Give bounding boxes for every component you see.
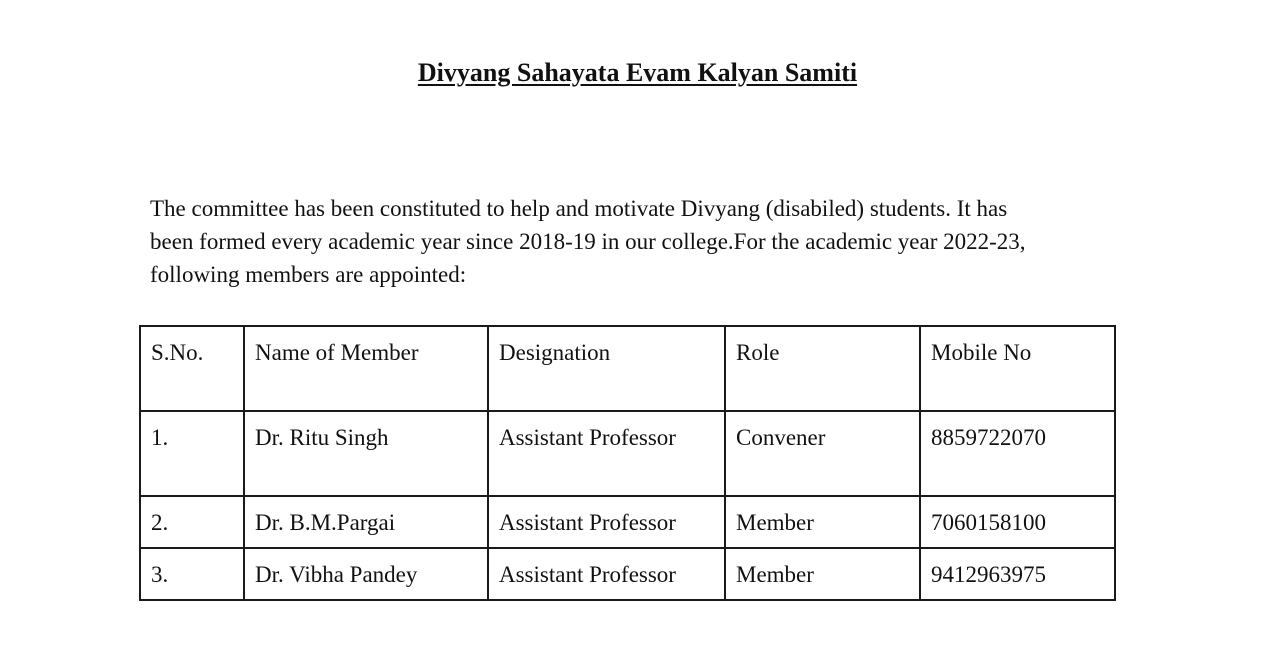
cell-sno: 2.: [140, 496, 244, 548]
cell-role: Member: [725, 496, 920, 548]
header-name: Name of Member: [244, 326, 488, 411]
header-role: Role: [725, 326, 920, 411]
table-row: [140, 496, 1115, 548]
intro-line: The committee has been constituted to help and motivate Divyang (disabiled) students. It has: [150, 196, 1008, 221]
cell-role: Convener: [725, 411, 920, 496]
document-title: Divyang Sahayata Evam Kalyan Samiti: [417, 58, 858, 87]
cell-mobile: 7060158100: [920, 496, 1115, 548]
intro-line: following members are appointed:: [150, 262, 467, 287]
table-row: [140, 411, 1115, 496]
cell-sno: 1.: [140, 411, 244, 496]
cell-name: Dr. B.M.Pargai: [244, 496, 488, 548]
table-header-row: [140, 326, 1115, 411]
header-mobile: Mobile No: [920, 326, 1115, 411]
cell-mobile: 8859722070: [920, 411, 1115, 496]
intro-paragraph: [150, 192, 1130, 291]
header-sno: S.No.: [140, 326, 244, 411]
cell-designation: Assistant Professor: [488, 411, 725, 496]
cell-name: Dr. Ritu Singh: [244, 411, 488, 496]
header-designation: Designation: [488, 326, 725, 411]
cell-sno: 3.: [140, 548, 244, 600]
cell-name: Dr. Vibha Pandey: [244, 548, 488, 600]
table-row: [140, 548, 1115, 600]
cell-role: Member: [725, 548, 920, 600]
cell-designation: Assistant Professor: [488, 548, 725, 600]
cell-mobile: 9412963975: [920, 548, 1115, 600]
members-table: [139, 325, 1116, 601]
intro-line: been formed every academic year since 2018-19 in our college.For the academic year 2022-23,: [150, 229, 1026, 254]
cell-designation: Assistant Professor: [488, 496, 725, 548]
